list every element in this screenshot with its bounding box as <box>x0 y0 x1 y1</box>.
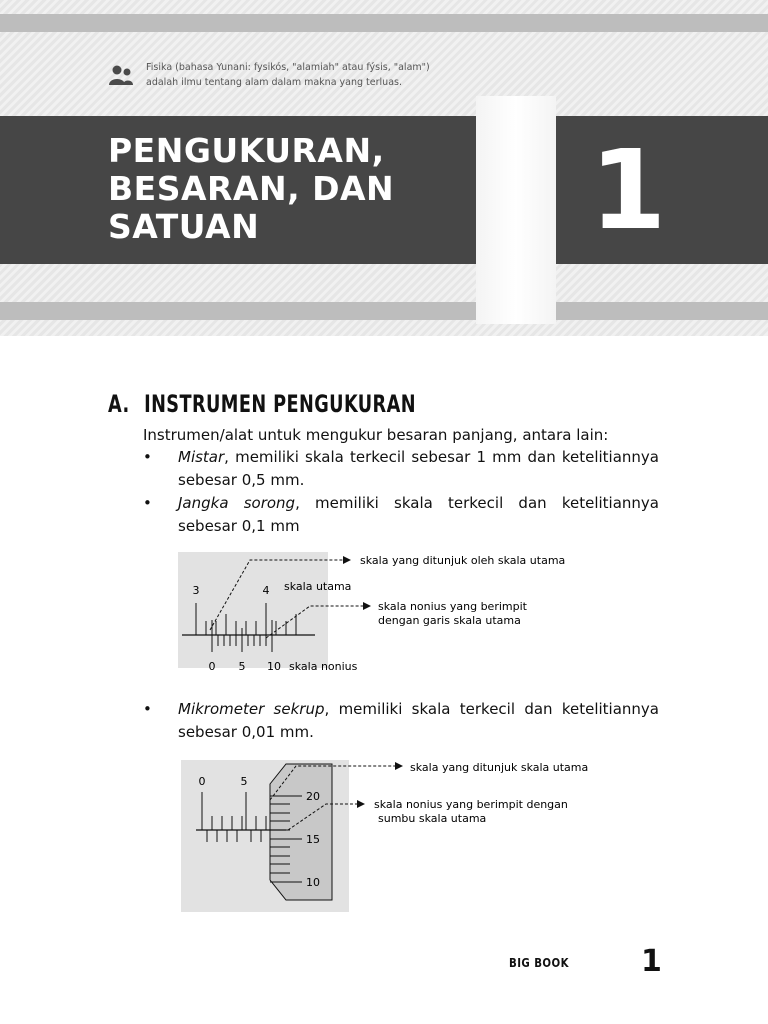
main-tick-label: 3 <box>192 584 200 597</box>
people-icon <box>108 64 134 86</box>
micrometer-figure <box>176 754 616 916</box>
sleeve-tick-label: 5 <box>240 775 248 788</box>
chapter-title-line: BESARAN, DAN <box>108 169 395 208</box>
bullet-term: Jangka sorong <box>178 494 296 512</box>
vernier-tick-label: 10 <box>267 660 281 673</box>
header-stripe-bottom <box>0 302 768 320</box>
callout-main-text: skala yang ditunjuk skala utama <box>410 761 589 774</box>
bullet-item <box>143 698 659 744</box>
callout-thimble-text: skala nonius yang berimpit dengan <box>374 798 568 811</box>
chapter-title <box>108 132 468 246</box>
vernier-tick-label: 0 <box>208 660 216 673</box>
header-note-text: Fisika (bahasa Yunani: fysikós, "alamiah" atau fýsis, "alam") adalah ilmu tentang alam dalam makna yang terluas. <box>146 62 430 88</box>
bullet-text: , memiliki skala terkecil dan ketelitiannya sebesar 0,1 mm <box>178 494 659 535</box>
bullet-item <box>143 446 659 492</box>
caliper-bg <box>178 552 328 668</box>
section-heading <box>108 390 416 418</box>
callout-vernier-text: dengan garis skala utama <box>378 614 521 627</box>
footer-label: BIG BOOK <box>509 956 569 970</box>
header-note <box>108 60 446 90</box>
sleeve-tick-label: 0 <box>198 775 206 788</box>
bullet-text: , memiliki skala terkecil sebesar 1 mm dan ketelitiannya sebesar 0,5 mm. <box>178 448 659 489</box>
vernier-tick-label: 5 <box>238 660 246 673</box>
page-number: 1 <box>641 944 662 979</box>
thimble <box>270 764 332 900</box>
section-letter: A. <box>108 390 130 418</box>
chapter-number: 1 <box>589 126 667 254</box>
bullet-item <box>143 492 659 538</box>
thimble-tick-label: 15 <box>306 833 320 846</box>
header-divider <box>476 96 556 324</box>
chapter-title-line: SATUAN <box>108 207 260 246</box>
bullet-term: Mistar <box>178 448 225 466</box>
bullet-term: Mikrometer sekrup <box>178 700 325 718</box>
thimble-tick-label: 10 <box>306 876 320 889</box>
vernier-scale-label: skala nonius <box>289 660 358 673</box>
caliper-figure <box>170 548 590 678</box>
main-scale-label: skala utama <box>284 580 352 593</box>
callout-main-text: skala yang ditunjuk oleh skala utama <box>360 554 566 567</box>
chapter-title-line: PENGUKURAN, <box>108 131 385 170</box>
callout-vernier-text: skala nonius yang berimpit <box>378 600 527 613</box>
thimble-tick-label: 20 <box>306 790 320 803</box>
section-intro: Instrumen/alat untuk mengukur besaran panjang, antara lain: <box>143 426 609 444</box>
main-tick-label: 4 <box>262 584 270 597</box>
section-title: INSTRUMEN PENGUKURAN <box>144 390 416 418</box>
callout-thimble-text: sumbu skala utama <box>378 812 487 825</box>
bullet-text: , memiliki skala terkecil dan ketelitiannya sebesar 0,01 mm. <box>178 700 659 741</box>
header-stripe-top <box>0 14 768 32</box>
